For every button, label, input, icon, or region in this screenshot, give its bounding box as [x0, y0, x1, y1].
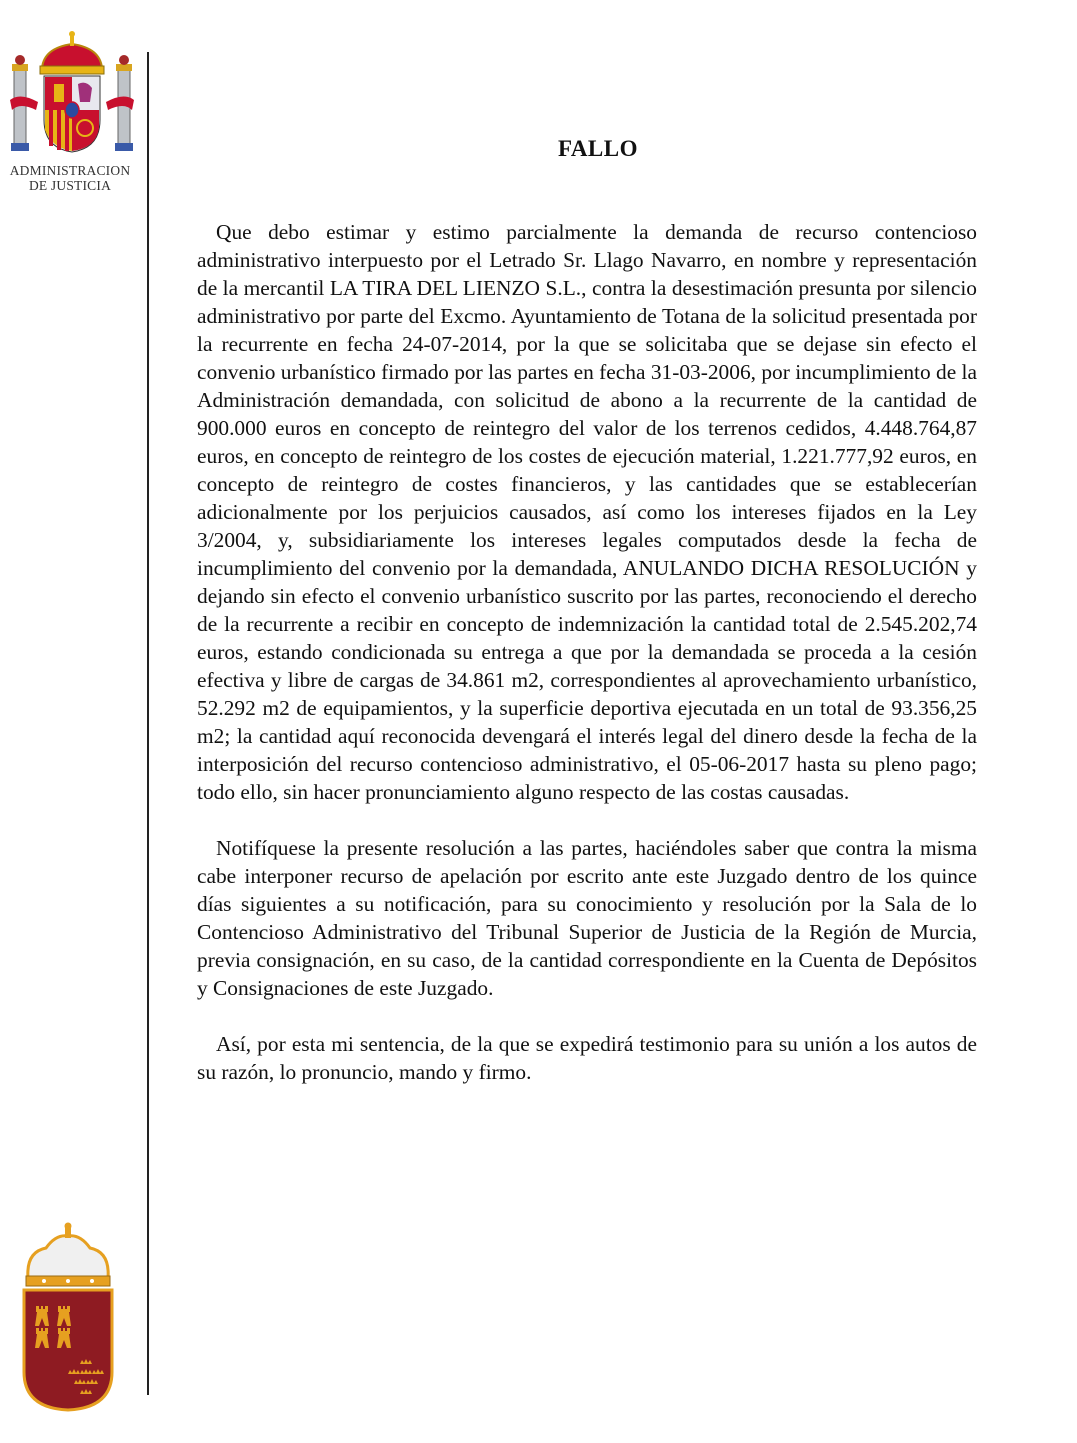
- crest-caption: [0, 163, 140, 193]
- crest-caption-line2: DE JUSTICIA: [28, 178, 112, 193]
- murcia-coat-of-arms-icon: [20, 1222, 116, 1412]
- ruling-paragraph: Que debo estimar y estimo parcialmente la demanda de recurso contencioso administrativo interpuesto por el Letrado Sr. Llago Navarro, en nombre y representación de la mercantil LA TIRA DEL LIENZO S.L., contra la desestimación presunta por silencio administrativo por parte del Excmo. Ayuntamiento de Totana de la solicitud presentada por la recurrente en fecha 24-07-2014, por la que se solicitaba que se dejase sin efecto el convenio urbanístico firmado por las partes en fecha 31-03-2006, por incumplimiento de la Administración demandada, con solicitud de abono a la recurrente de la cantidad de 900.000 euros en concepto de reintegro del valor de los terrenos cedidos, 4.448.764,87 euros, en concepto de reintegro de los costes de ejecución material, 1.221.777,92 euros, en concepto de reintegro de costes financieros, y las cantidades que se establecerían adicionalmente por los perjuicios causados, así como los intereses fijados en la Ley 3/2004, y, subsidiariamente los intereses legales computados desde la fecha de incumplimiento del convenio por la demandada, ANULANDO DICHA RESOLUCIÓN y dejando sin efecto el convenio urbanístico suscrito por las partes, reconociendo el derecho de la recurrente a recibir en concepto de indemnización la cantidad total de 2.545.202,74 euros, estando condicionada su entrega a que por la demandada se proceda a la cesión efectiva y libre de cargas de 34.861 m2, correspondientes al aprovechamiento urbanístico, 52.292 m2 de equipamientos, y la superficie deportiva ejecutada en un total de 93.356,25 m2; la cantidad aquí reconocida devengará el interés legal del dinero desde la fecha de la interposición del recurso contencioso administrativo, el 05-06-2017 hasta su pleno pago; todo ello, sin hacer pronunciamiento alguno respecto de las costas causadas.: [197, 220, 977, 804]
- crest-caption-line1: ADMINISTRACION: [9, 163, 131, 178]
- closing-paragraph: Así, por esta mi sentencia, de la que se expedirá testimonio para su unión a los autos de su razón, lo pronuncio, mando y firmo.: [197, 1032, 977, 1084]
- document-body: [197, 218, 977, 1086]
- notification-paragraph: Notifíquese la presente resolución a las partes, haciéndoles saber que contra la misma cabe interponer recurso de apelación por escrito ante este Juzgado dentro de los quince días siguientes a su notificación, para su conocimiento y resolución por la Sala de lo Contencioso Administrativo del Tribunal Superior de Justicia de la Región de Murcia, previa consignación, en su caso, de la cantidad correspondiente en la Cuenta de Depósitos y Consignaciones de este Juzgado.: [197, 836, 977, 1000]
- document-title: FALLO: [557, 136, 639, 161]
- spain-coat-of-arms-icon: [8, 30, 136, 160]
- margin-divider: [147, 52, 149, 1395]
